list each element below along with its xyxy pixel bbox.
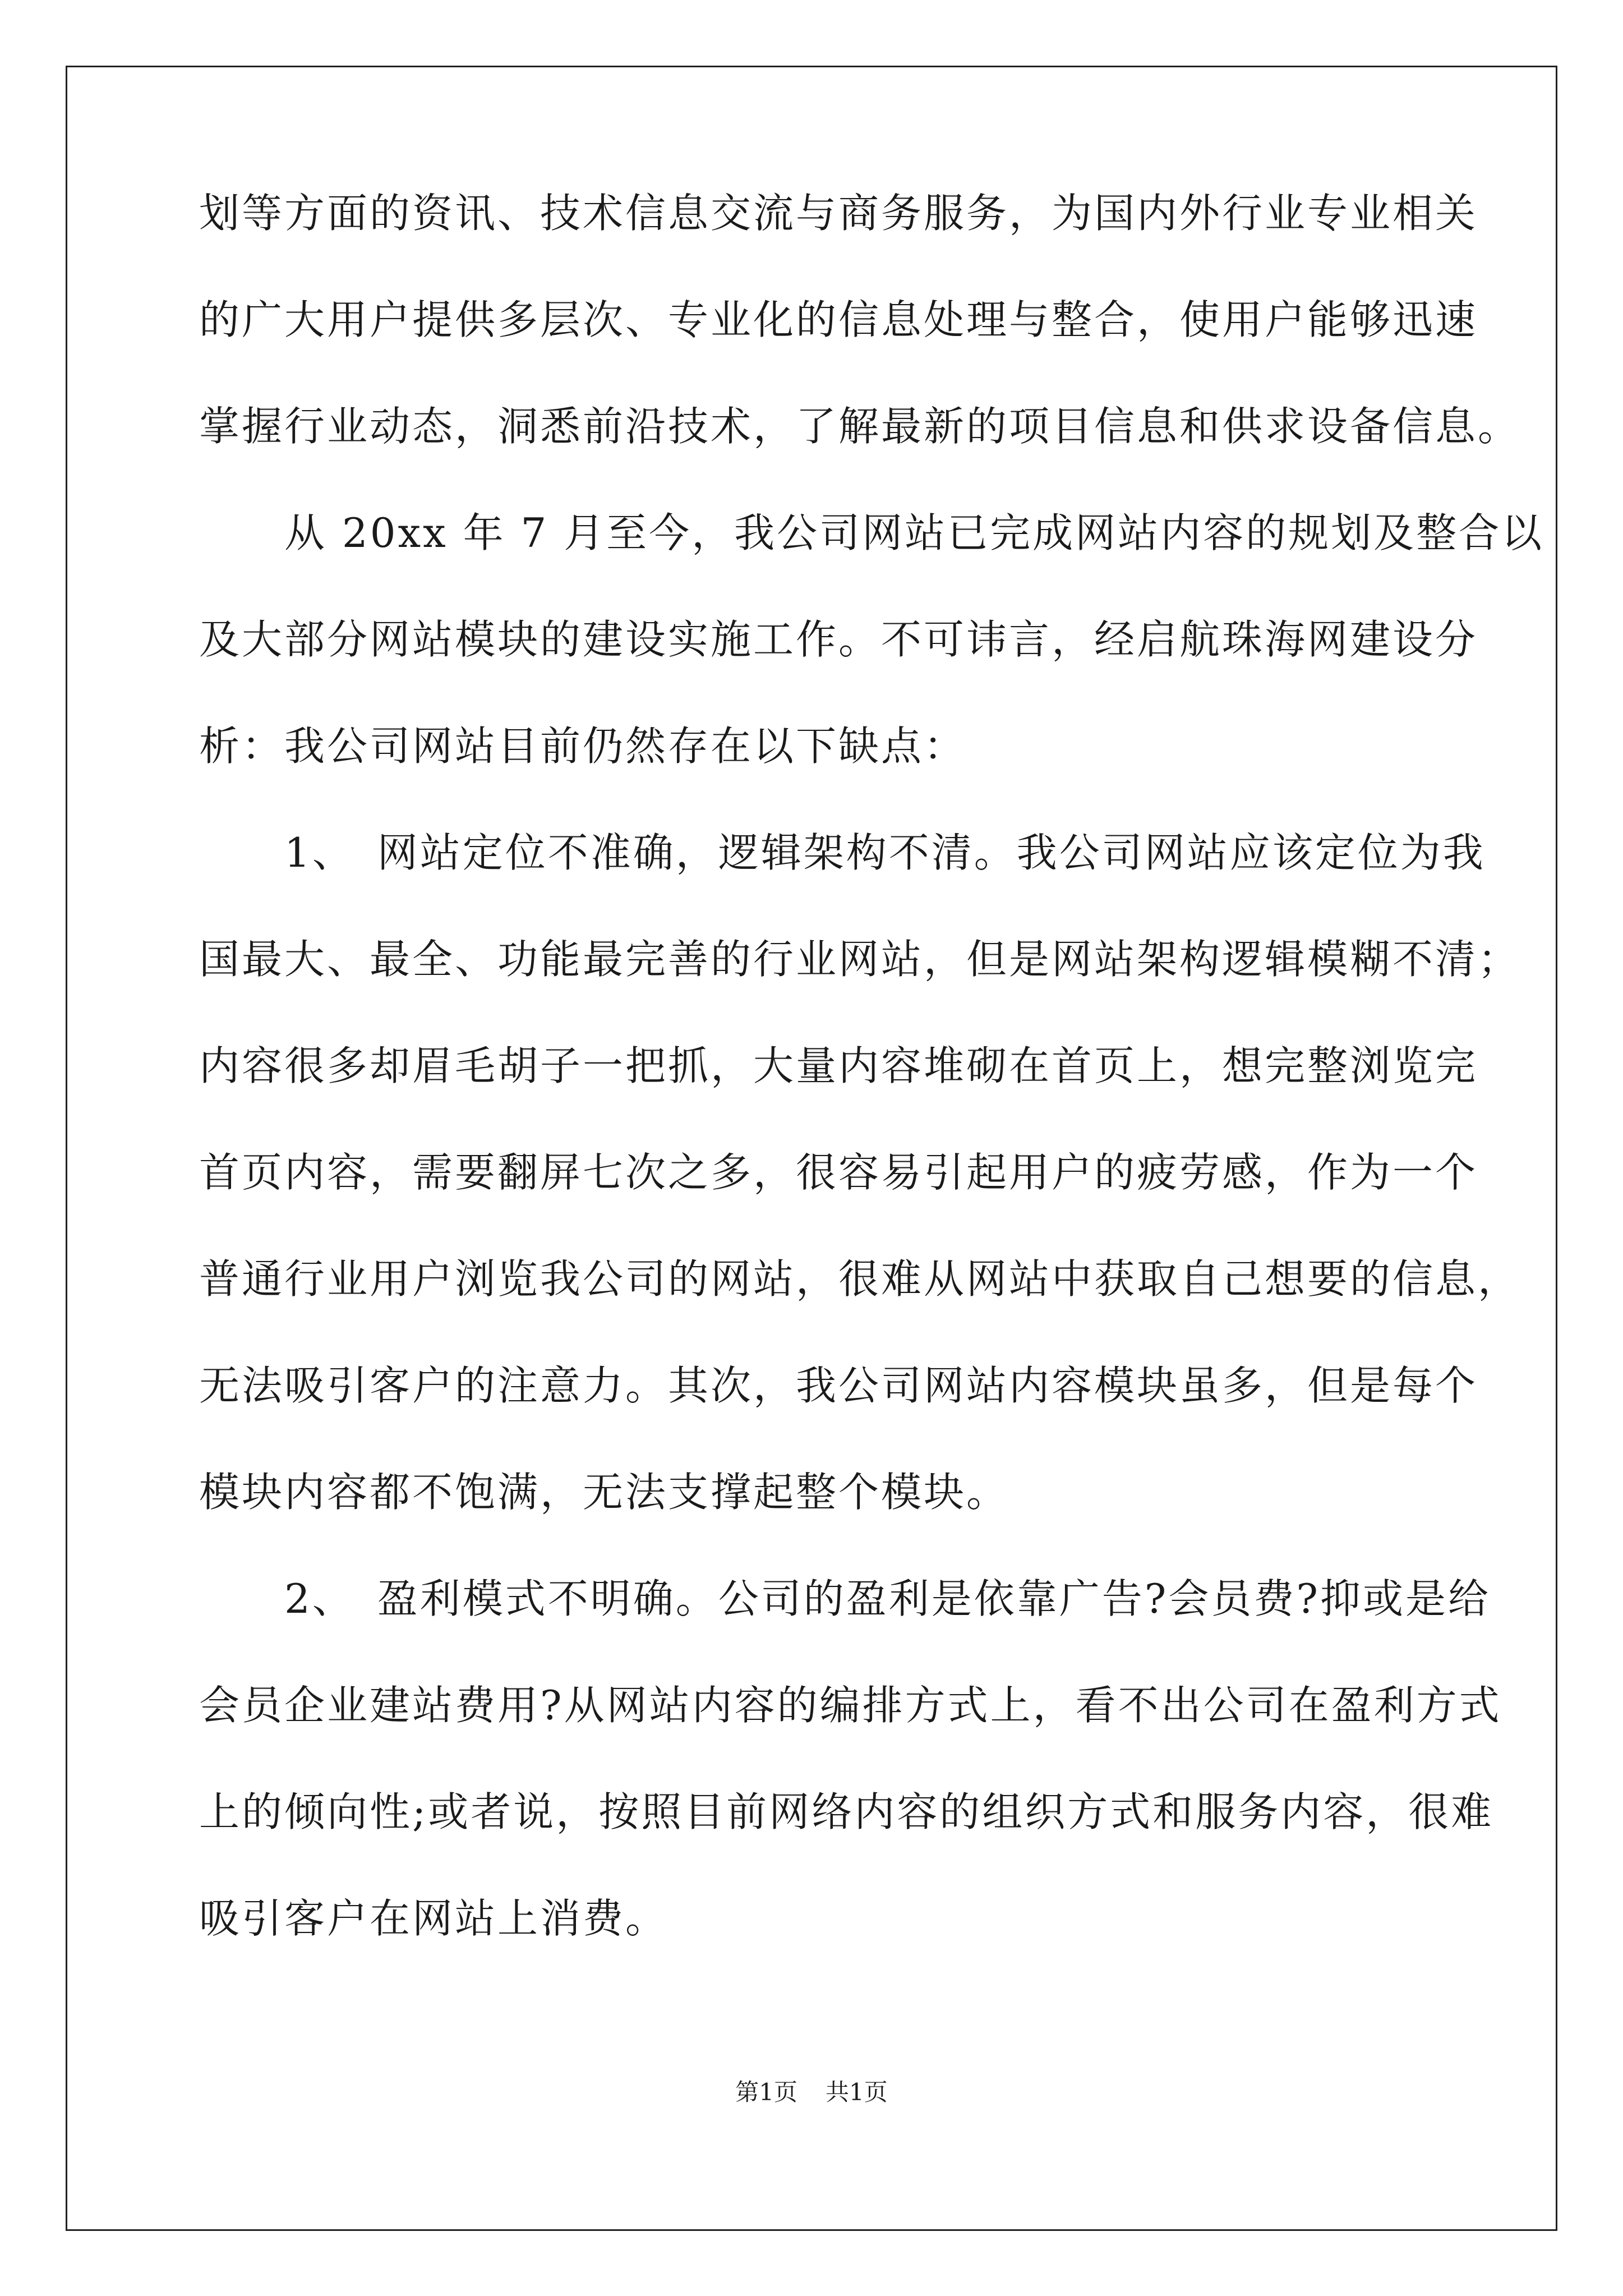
text-line: 首页内容，需要翻屏七次之多，很容易引起用户的疲劳感，作为一个 [199,1149,1478,1196]
text-line: 掌握行业动态，洞悉前沿技术，了解最新的项目信息和供求设备信息。 [199,403,1521,450]
text-line: 模块内容都不饱满，无法支撑起整个模块。 [199,1469,1009,1516]
text-line: 划等方面的资讯、技术信息交流与商务服务，为国内外行业专业相关 [199,190,1478,237]
text-line: 的广大用户提供多层次、专业化的信息处理与整合，使用户能够迅速 [199,296,1478,343]
text-line: 2、 盈利模式不明确。公司的盈利是依靠广告?会员费?抑或是给 [199,1575,1491,1622]
page-number-current: 第1页 [735,2078,797,2106]
text-line: 从 20xx 年 7 月至今，我公司网站已完成网站内容的规划及整合以 [199,509,1544,556]
text-line: 普通行业用户浏览我公司的网站，很难从网站中获取自己想要的信息， [199,1255,1521,1303]
text-line: 吸引客户在网站上消费。 [199,1895,668,1942]
text-line: 无法吸引客户的注意力。其次，我公司网站内容模块虽多，但是每个 [199,1362,1478,1409]
page-footer [0,2076,1623,2109]
text-line: 国最大、最全、功能最完善的行业网站，但是网站架构逻辑模糊不清； [199,936,1521,983]
text-line: 会员企业建站费用?从网站内容的编排方式上，看不出公司在盈利方式 [199,1682,1502,1729]
text-line: 上的倾向性;或者说，按照目前网络内容的组织方式和服务内容，很难 [199,1788,1494,1835]
text-line: 内容很多却眉毛胡子一把抓，大量内容堆砌在首页上，想完整浏览完 [199,1042,1478,1089]
page-number-total: 共1页 [826,2078,888,2106]
text-line: 及大部分网站模块的建设实施工作。不可讳言，经启航珠海网建设分 [199,616,1478,663]
text-line: 析：我公司网站目前仍然存在以下缺点： [199,723,967,770]
text-line: 1、 网站定位不准确，逻辑架构不清。我公司网站应该定位为我 [199,829,1486,876]
